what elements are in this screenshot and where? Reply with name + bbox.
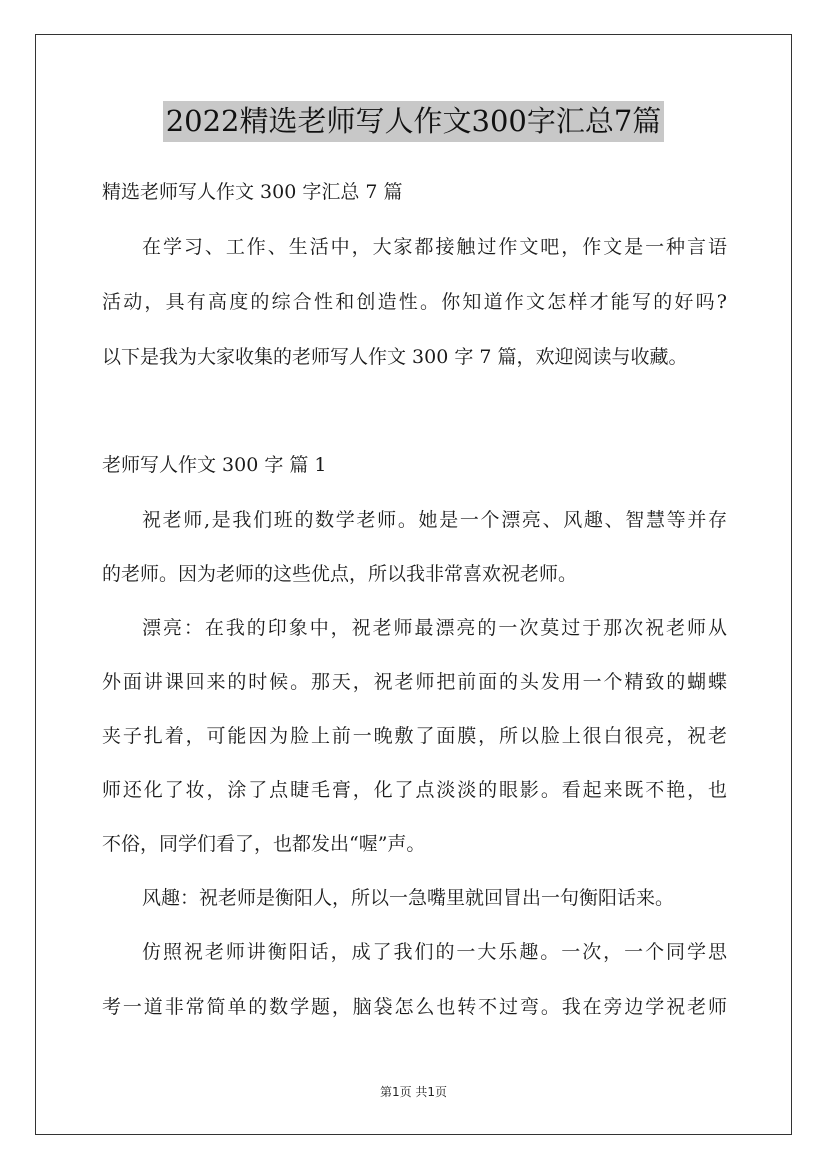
body-line: 夹子扎着，可能因为脸上前一晚敷了面膜，所以脸上很白很亮，祝老 <box>102 725 727 747</box>
document-subtitle: 精选老师写人作文 300 字汇总 7 篇 <box>102 181 403 203</box>
title-container <box>0 101 827 142</box>
body-line: 考一道非常简单的数学题，脑袋怎么也转不过弯。我在旁边学祝老师 <box>102 996 727 1018</box>
body-line: 的老师。因为老师的这些优点，所以我非常喜欢祝老师。 <box>102 563 578 585</box>
section-heading: 老师写人作文 300 字 篇 1 <box>102 454 327 476</box>
body-line: 风趣：祝老师是衡阳人，所以一急嘴里就回冒出一句衡阳话来。 <box>142 887 675 909</box>
body-line: 仿照祝老师讲衡阳话，成了我们的一大乐趣。一次，一个同学思 <box>142 941 727 963</box>
body-line: 不俗，同学们看了，也都发出“喔”声。 <box>102 833 426 855</box>
intro-line: 活动，具有高度的综合性和创造性。你知道作文怎样才能写的好吗? <box>102 291 727 313</box>
intro-line: 在学习、工作、生活中，大家都接触过作文吧，作文是一种言语 <box>142 236 727 258</box>
intro-line: 以下是我为大家收集的老师写人作文 300 字 7 篇，欢迎阅读与收藏。 <box>102 346 688 368</box>
document-title: 2022精选老师写人作文300字汇总7篇 <box>163 101 665 142</box>
body-line: 师还化了妆，涂了点睫毛膏，化了点淡淡的眼影。看起来既不艳，也 <box>102 779 727 801</box>
body-line: 祝老师,是我们班的数学老师。她是一个漂亮、风趣、智慧等并存 <box>142 509 727 531</box>
body-line: 漂亮：在我的印象中，祝老师最漂亮的一次莫过于那次祝老师从 <box>142 617 727 639</box>
body-line: 外面讲课回来的时候。那天，祝老师把前面的头发用一个精致的蝴蝶 <box>102 671 727 693</box>
page-footer: 第1页 共1页 <box>379 1085 448 1099</box>
